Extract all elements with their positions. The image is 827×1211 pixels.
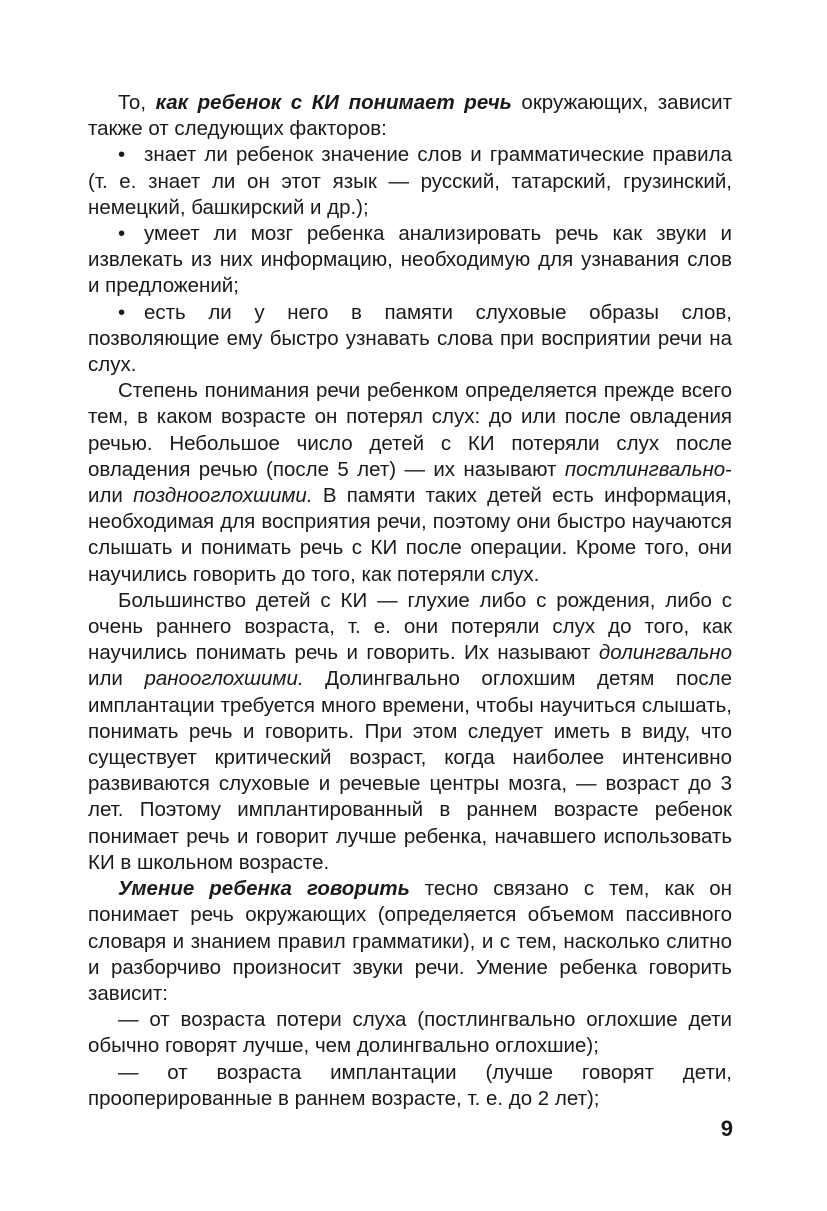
text: В памяти таких детей есть информация, необходимая для восприятия речи, поэтому они быстро научаются слышать и понимать речь с КИ после операции. Кроме того, они научились говорить до того, как потеряли слух.: [88, 484, 733, 586]
text: тесно связано с тем, как он понимает речь окружающих (определяется объемом пассивного словаря и знанием правил грамматики), и с тем, насколько слитно и разборчиво произносит звуки речи. Умение ребенка говорить зависит:: [88, 877, 732, 1005]
page-number: 9: [720, 1116, 733, 1141]
paragraph-speaking: [88, 876, 732, 1007]
italic-term: постлингвально: [564, 457, 726, 481]
emphasis-text: Умение ребенка говорить: [118, 877, 410, 901]
text: Долингвально оглохшим детям после имплантации требуется много времени, чтобы научиться слышать, понимать речь и говорить. При этом следует иметь в виду, что существует критический возраст, когда наиболее интенсивно развиваются слуховые и речевые центры мозга, — возраст до 3 лет. Поэтому имплантированный в раннем возрасте ребенок понимает речь и говорит лучше ребенка, начавшего использовать КИ в школьном возрасте.: [88, 667, 732, 874]
list-item-text: есть ли у него в памяти слуховые образы слов, позволяющие ему быстро узнавать слова при восприятии речи на слух.: [88, 300, 732, 377]
text: Большинство детей с КИ — глухие либо с рождения, либо с очень раннего возраста, т. е. они потеряли слух до того, как научились понимать речь и говорить. Их называют: [88, 588, 732, 665]
text: - или: [88, 457, 732, 508]
dash-item: — от возраста потери слуха (постлингвально оглохшие дети обычно говорят лучше, чем долингвально оглохшие);: [88, 1008, 732, 1058]
text: или: [88, 667, 145, 691]
italic-term: ранооглохшими.: [144, 667, 304, 691]
text: Степень понимания речи ребенком определяется прежде всего тем, в каком возрасте он потерял слух: до или после овладения речью. Небольшое число детей с КИ потеряли слух после овладения речью (после 5 лет) — их называют: [88, 379, 732, 481]
bullet-icon: •: [118, 300, 126, 324]
italic-term: позднооглохшими.: [133, 484, 313, 508]
list-item: [88, 300, 732, 379]
emphasis-text: как ребенок с КИ понимает речь: [155, 91, 512, 114]
list-item-text: знает ли ребенок значение слов и грамматические правила (т. е. знает ли он этот язык — русский, татарский, грузинский, немецкий, башкирский и др.);: [88, 143, 732, 219]
paragraph-majority: [88, 588, 732, 876]
text: окружающих, зависит также от следующих факторов:: [88, 91, 732, 141]
list-item-text: умеет ли мозг ребенка анализировать речь как звуки и извлекать из них информацию, необходимую для узнавания слов и предложений;: [88, 222, 732, 298]
bullet-icon: •: [118, 222, 126, 246]
text: То,: [118, 91, 156, 114]
paragraph-intro: [88, 90, 732, 142]
italic-term: долингвально: [598, 641, 732, 665]
list-item: [88, 221, 732, 300]
paragraph-hearing-loss: [88, 378, 732, 588]
dash-item: — от возраста имплантации (лучше говорят дети, прооперированные в раннем возрасте, т. е. до 2 лет);: [88, 1060, 732, 1110]
list-item: [88, 142, 732, 221]
page-body: [88, 90, 732, 1112]
bullet-icon: •: [118, 143, 126, 167]
